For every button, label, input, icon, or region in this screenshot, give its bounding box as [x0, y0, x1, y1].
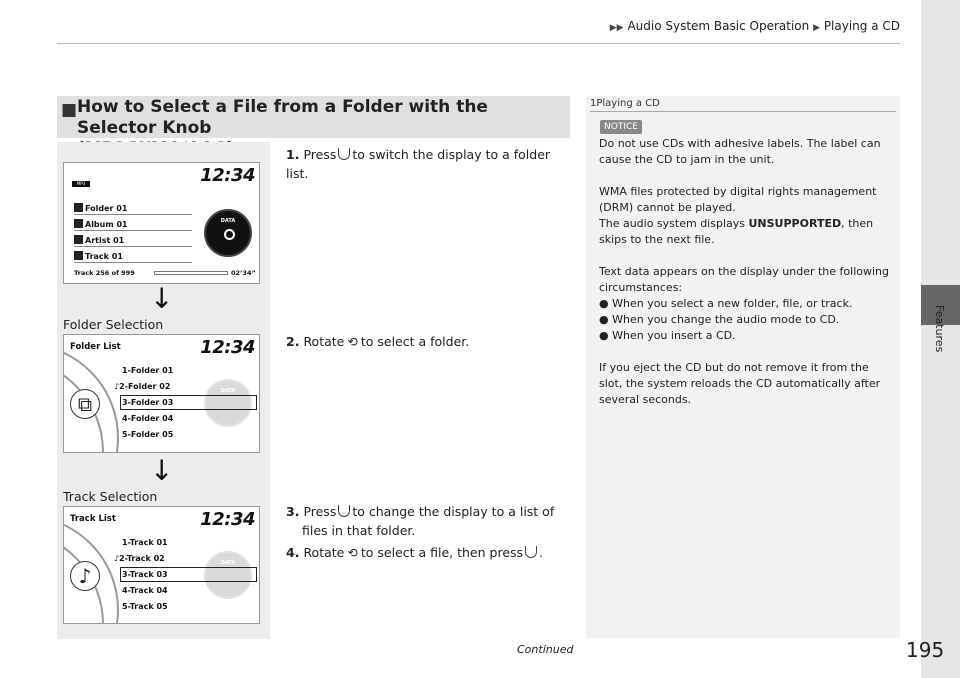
selector-knob-rotate-icon: ⟲	[347, 334, 358, 349]
notice-badge: NOTICE	[600, 120, 642, 134]
step-text: Rotate	[303, 545, 345, 560]
bullet-text: When you insert a CD.	[612, 329, 736, 342]
disc-label: DATA	[220, 388, 236, 394]
divider	[74, 246, 192, 247]
down-arrow-icon: ↓	[150, 454, 174, 487]
step-number: 1.	[286, 147, 300, 162]
screen-row-text: Track 01	[85, 252, 123, 261]
display-screen-folder-list	[63, 334, 260, 453]
selector-knob-rotate-icon: ⟲	[347, 545, 358, 560]
step-text: Press	[303, 147, 337, 162]
note-ref-icon: 1	[590, 98, 597, 109]
divider	[74, 262, 192, 263]
side-note-divider	[590, 111, 896, 112]
list-item[interactable]: 1-Folder 01	[122, 366, 174, 375]
divider	[74, 214, 192, 215]
side-note-title: Playing a CD	[596, 98, 660, 109]
drm-text-a: The audio system displays	[599, 217, 745, 230]
chapter-tab-label: Features	[933, 305, 946, 353]
bullet-text: When you select a new folder, file, or track.	[612, 297, 853, 310]
step-number: 2.	[286, 334, 300, 349]
unsupported-label: UNSUPPORTED	[748, 217, 842, 230]
step-text: to select a file, then press	[360, 545, 524, 560]
screen-row	[74, 203, 127, 213]
step-1	[286, 145, 576, 183]
drm-text: WMA files protected by digital rights management (DRM) cannot be played.	[599, 185, 877, 214]
list-item[interactable]: 5-Folder 05	[122, 430, 174, 439]
step-2	[286, 332, 576, 351]
folder-selection-label: Folder Selection	[63, 317, 164, 332]
data-disc-icon	[204, 209, 252, 257]
text-data-intro: Text data appears on the display under the following circumstances:	[599, 265, 889, 294]
list-item[interactable]: 5-Track 05	[122, 602, 168, 611]
music-note-icon	[74, 251, 83, 260]
breadcrumb-part-2[interactable]: Playing a CD	[823, 19, 900, 33]
selector-knob-press-icon	[338, 505, 350, 517]
track-count: Track 256 of 999	[74, 269, 135, 277]
eject-text: If you eject the CD but do not remove it from the slot, the system reloads the CD automatically after several seconds.	[599, 361, 881, 406]
music-note-icon: ♪	[70, 561, 100, 591]
selector-knob-press-icon	[525, 546, 537, 558]
step-number: 4.	[286, 545, 300, 560]
side-note-panel	[586, 96, 900, 638]
divider	[74, 230, 192, 231]
step-text: to select a folder.	[360, 334, 470, 349]
clock-display: 12:34	[200, 165, 255, 186]
drm-display-text	[599, 216, 891, 248]
clock-display: 12:34	[200, 509, 255, 530]
list-item-selected[interactable]: 3-Folder 03	[122, 398, 174, 407]
album-icon	[74, 219, 83, 228]
breadcrumb	[610, 19, 900, 33]
screen-row-text: Folder 01	[85, 204, 128, 213]
progress-bar	[154, 271, 228, 275]
screen-row	[74, 235, 124, 245]
screen-row	[74, 251, 123, 261]
folder-list-header: Folder List	[70, 342, 121, 352]
step-text: .	[539, 545, 544, 560]
breadcrumb-arrow-icon: ▶	[813, 23, 820, 33]
disc-hub	[224, 229, 235, 240]
down-arrow-icon: ↓	[150, 282, 174, 315]
track-list-header: Track List	[70, 514, 116, 524]
display-screen-now-playing	[63, 162, 260, 284]
folder-icon	[74, 203, 83, 212]
bullet-item: ● When you select a new folder, file, or track.	[599, 297, 853, 310]
step-text: Rotate	[303, 334, 345, 349]
header-divider	[57, 43, 900, 44]
breadcrumb-arrow-icon: ▶▶	[609, 23, 624, 33]
screen-row-text: Artist 01	[85, 236, 125, 245]
elapsed-time: 02’34”	[231, 269, 256, 277]
side-note-body	[599, 136, 891, 424]
folder-list-icon: ⧉	[70, 389, 100, 419]
step-text: Press	[303, 504, 337, 519]
breadcrumb-part-1[interactable]: Audio System Basic Operation	[627, 19, 810, 33]
list-item[interactable]: 4-Track 04	[122, 586, 168, 595]
list-item-selected[interactable]: 3-Track 03	[122, 570, 168, 579]
list-item[interactable]: 4-Folder 04	[122, 414, 174, 423]
track-selection-label: Track Selection	[63, 489, 158, 504]
step-text: to switch the display to a folder list.	[286, 147, 551, 181]
bullet-item: ● When you insert a CD.	[599, 329, 736, 342]
list-item-text: 2-Folder 02	[119, 382, 171, 391]
screen-row-text: Album 01	[85, 220, 128, 229]
list-item-text: 2-Track 02	[119, 554, 165, 563]
chapter-side-tab[interactable]	[921, 0, 960, 678]
section-title-line-1: How to Select a File from a Folder with the Selector Knob	[77, 97, 488, 138]
step-text: to change the display to a list of files in that folder.	[302, 504, 555, 538]
continued-label: Continued	[517, 643, 574, 656]
disc-label: DATA	[220, 560, 236, 566]
notice-text: Do not use CDs with adhesive labels. The label can cause the CD to jam in the unit.	[599, 137, 881, 166]
step-4	[286, 543, 576, 562]
selector-knob-press-icon	[338, 148, 350, 160]
bullet-item: ● When you change the audio mode to CD.	[599, 313, 840, 326]
disc-label: DATA	[220, 218, 236, 224]
list-item[interactable]: ♪2-Track 02	[114, 554, 165, 563]
side-note-header	[590, 98, 660, 109]
list-item[interactable]: 1-Track 01	[122, 538, 168, 547]
step-number: 3.	[286, 504, 300, 519]
artist-icon	[74, 235, 83, 244]
step-3	[286, 502, 576, 540]
drm-text-c: , then skips to the next file.	[599, 217, 874, 246]
mp3-badge: MP3	[72, 181, 90, 187]
screen-row	[74, 219, 128, 229]
section-heading	[57, 96, 570, 138]
clock-display: 12:34	[200, 337, 255, 358]
page-number: 195	[906, 638, 945, 662]
square-bullet-icon: ■	[61, 100, 78, 120]
list-item[interactable]: ♪2-Folder 02	[114, 382, 171, 391]
bullet-text: When you change the audio mode to CD.	[612, 313, 840, 326]
display-screen-track-list	[63, 506, 260, 624]
